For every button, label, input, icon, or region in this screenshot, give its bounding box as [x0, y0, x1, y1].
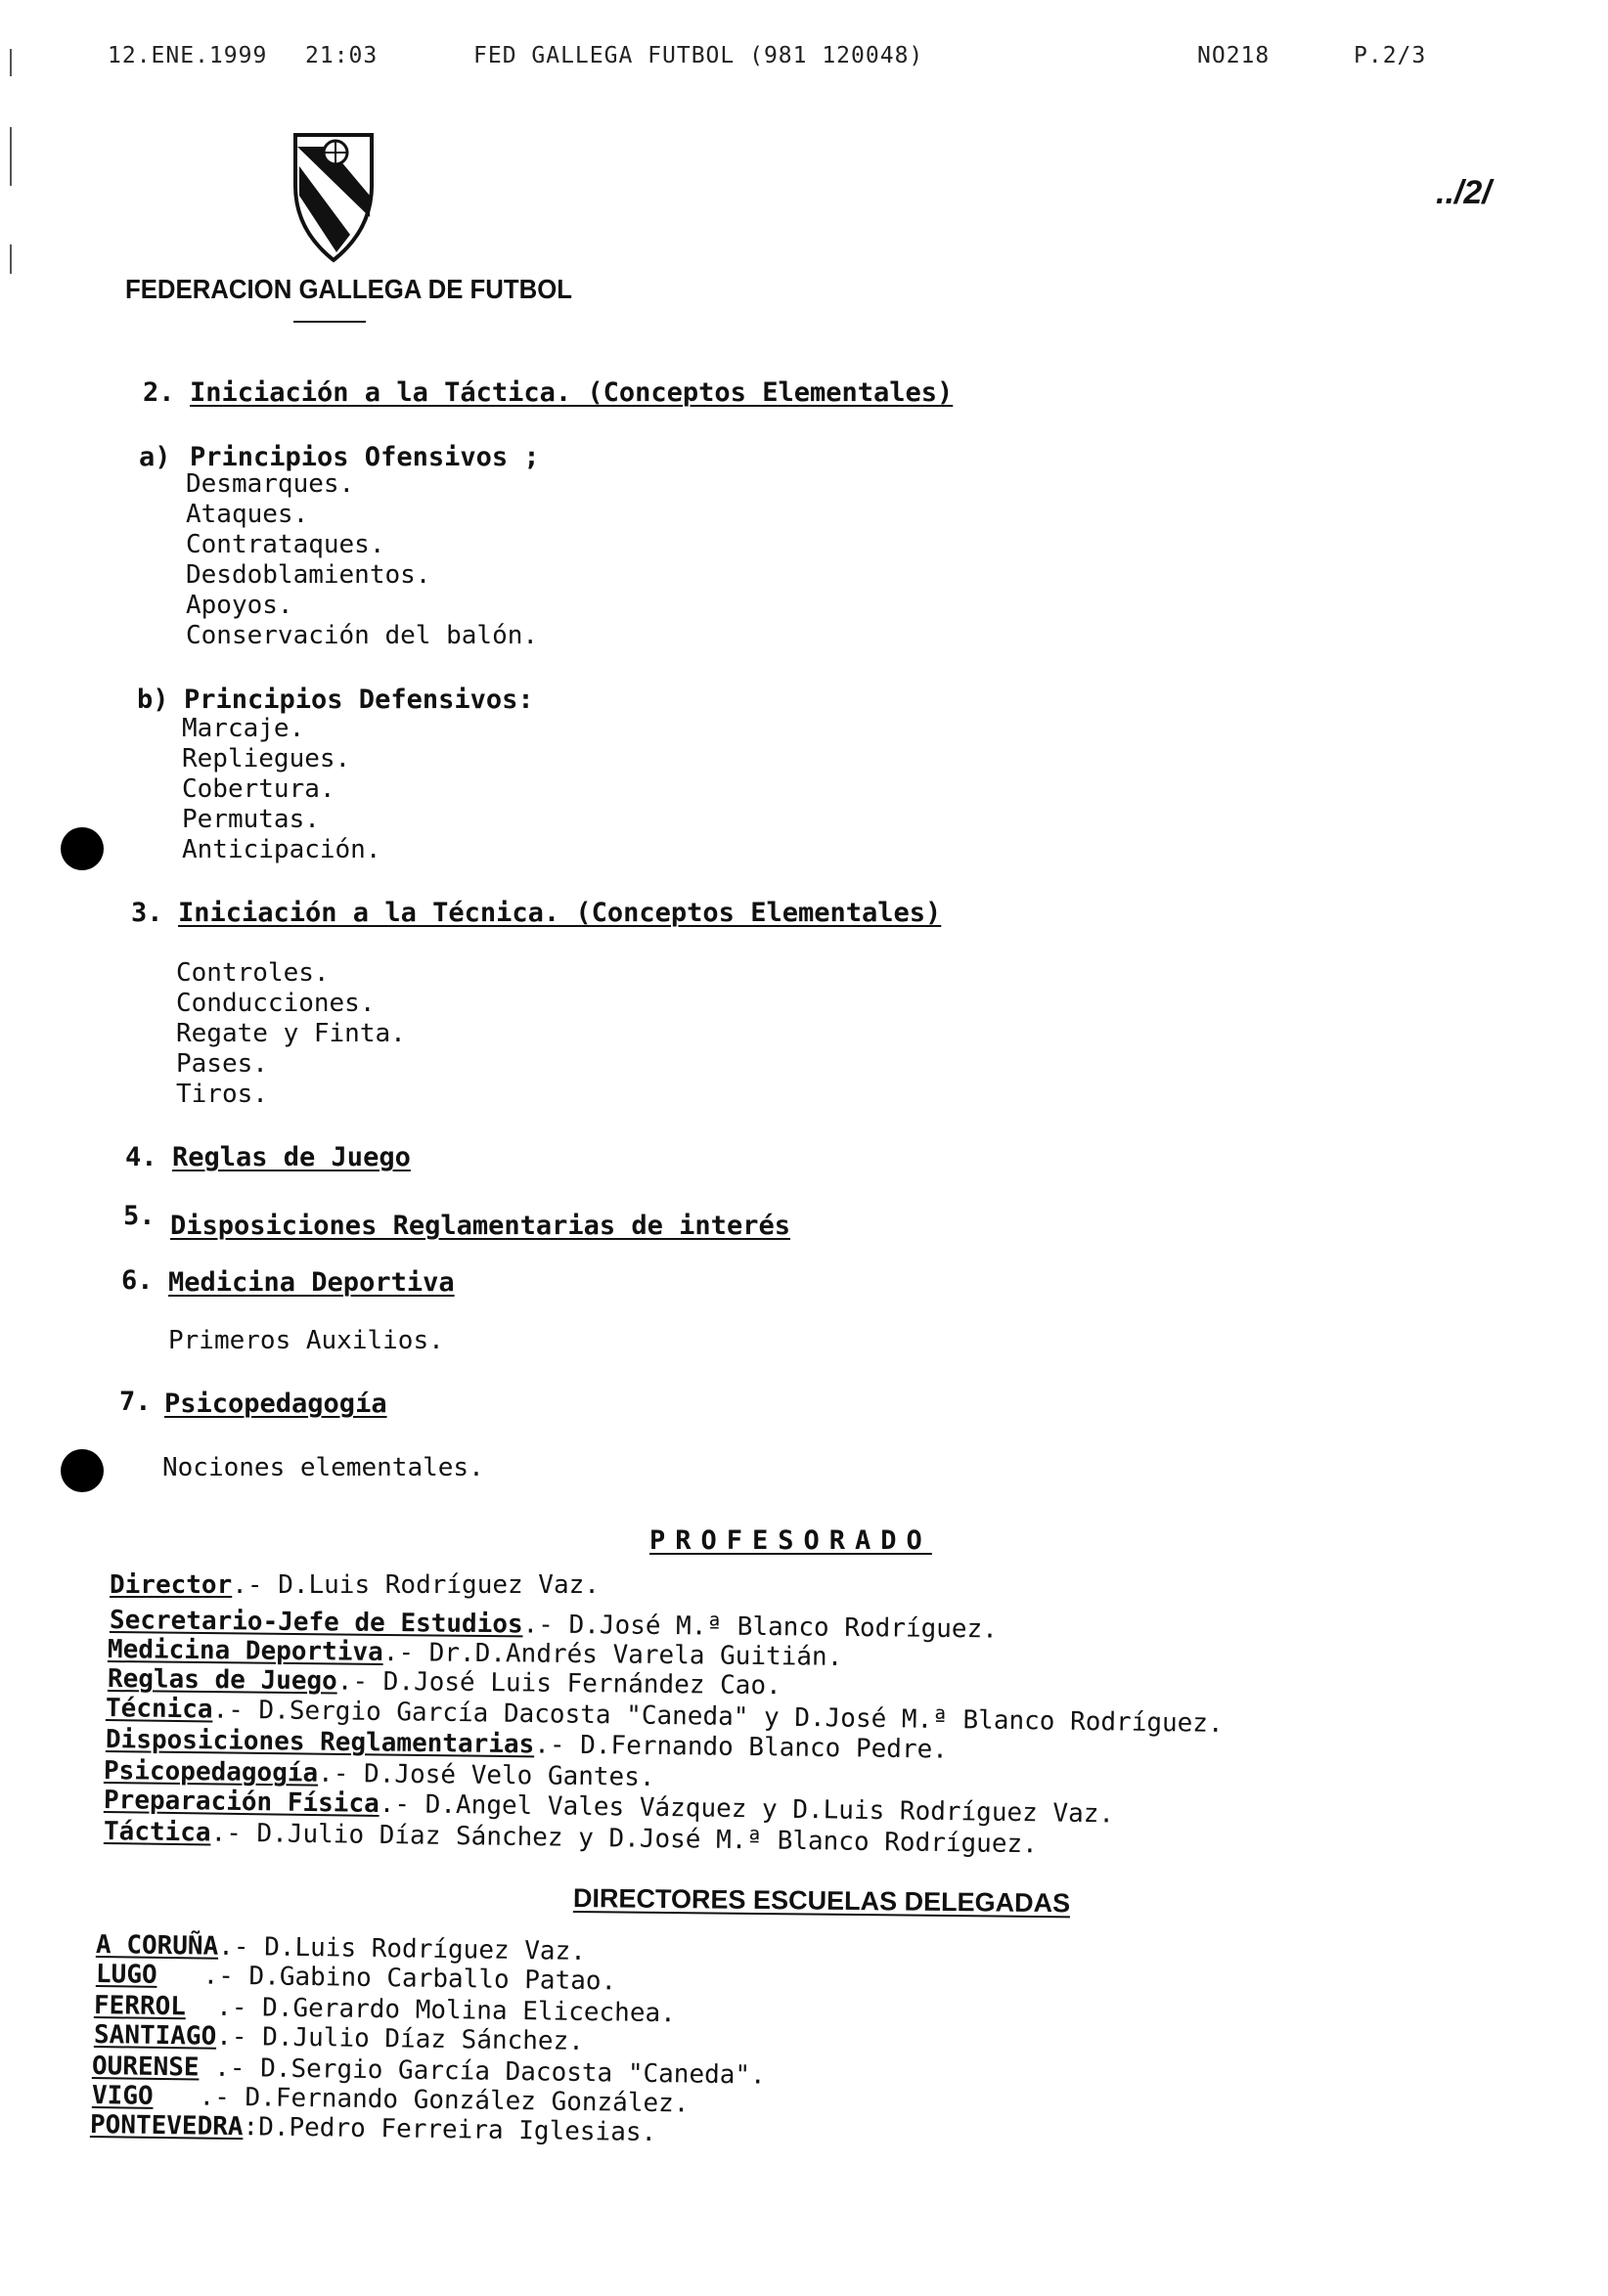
profesorado-person: .- D.Luis Rodríguez Vaz.	[232, 1570, 600, 1600]
list-item: Marcaje.	[182, 714, 305, 743]
directores-person: .- D.Gabino Carballo Patao.	[156, 1960, 617, 1997]
section-4-number: 4.	[125, 1142, 157, 1172]
section-7-title: Psicopedagogía	[164, 1389, 387, 1419]
list-item: Repliegues.	[182, 744, 351, 773]
directores-city: PONTEVEDRA	[89, 2110, 244, 2142]
directores-row	[94, 2020, 584, 2056]
section-7-text: Nociones elementales.	[162, 1453, 484, 1482]
profesorado-person: .- D.José M.ª Blanco Rodríguez.	[522, 1610, 999, 1645]
section-2a-label: a)	[139, 442, 171, 472]
directores-city: SANTIAGO	[93, 2020, 217, 2052]
directores-city: VIGO	[91, 2081, 154, 2111]
section-2-title: Iniciación a la Táctica. (Conceptos Elementales)	[190, 377, 954, 408]
list-item: Ataques.	[186, 500, 309, 529]
directores-person: .- D.Julio Díaz Sánchez.	[216, 2021, 585, 2056]
profesorado-person: .- D.José Velo Gantes.	[317, 1758, 655, 1792]
profesorado-person: .- Dr.D.Andrés Varela Guitián.	[382, 1637, 843, 1672]
section-2-number: 2.	[143, 377, 175, 408]
organization-name: FEDERACION GALLEGA DE FUTBOL	[125, 274, 572, 304]
list-item: Tiros.	[176, 1080, 268, 1109]
list-item: Conservación del balón.	[186, 621, 539, 650]
directores-heading: DIRECTORES ESCUELAS DELEGADAS	[572, 1883, 1071, 1919]
list-item: Regate y Finta.	[176, 1019, 406, 1048]
list-item: Pases.	[176, 1049, 268, 1079]
section-6-number: 6.	[121, 1265, 154, 1296]
directores-city: FERROL	[93, 1991, 187, 2022]
fax-number: NO218	[1197, 43, 1271, 68]
profesorado-role: Técnica	[105, 1694, 213, 1725]
profesorado-role: Reglas de Juego	[107, 1664, 337, 1697]
list-item: Conducciones.	[176, 989, 376, 1018]
fax-date: 12.ENE.1999	[108, 43, 268, 68]
directores-city: LUGO	[95, 1960, 157, 1990]
profesorado-person: .- D.Angel Vales Vázquez y D.Luis Rodríguez Vaz.	[379, 1788, 1115, 1830]
section-2b-list	[182, 714, 381, 865]
list-item: Controles.	[176, 958, 330, 988]
directores-person: .- D.Sergio García Dacosta "Caneda".	[199, 2053, 766, 2091]
punch-hole-mark	[61, 827, 104, 870]
directores-row	[96, 1960, 617, 1996]
profesorado-person: .- D.Julio Díaz Sánchez y D.José M.ª Blanco Rodríguez.	[210, 1818, 1038, 1860]
list-item: Desdoblamientos.	[186, 560, 431, 590]
profesorado-role: Psicopedagogía	[103, 1756, 319, 1788]
profesorado-role: Disposiciones Reglamentarias	[105, 1725, 535, 1760]
profesorado-role: Preparación Física	[103, 1786, 380, 1819]
section-5-title: Disposiciones Reglamentarias de interés	[170, 1211, 790, 1241]
directores-person: .- D.Luis Rodríguez Vaz.	[218, 1931, 587, 1966]
section-2b-label: b)	[137, 684, 169, 715]
punch-hole-mark	[61, 1449, 104, 1492]
page-reference: ../2/	[1436, 174, 1492, 211]
section-6-text: Primeros Auxilios.	[168, 1326, 444, 1355]
directores-city: OURENSE	[91, 2052, 200, 2083]
profesorado-role: Medicina Deportiva	[107, 1635, 383, 1667]
section-4-title: Reglas de Juego	[172, 1142, 411, 1172]
organization-underline	[293, 321, 366, 323]
profesorado-person: .- D.Fernando Blanco Pedre.	[534, 1730, 949, 1765]
section-5-number: 5.	[123, 1201, 156, 1231]
profesorado-person: .- D.Sergio García Dacosta "Caneda" y D.José M.ª Blanco Rodríguez.	[212, 1695, 1224, 1739]
federation-crest-logo	[290, 127, 378, 264]
list-item: Desmarques.	[186, 469, 355, 499]
profesorado-role: Secretario-Jefe de Estudios	[109, 1606, 523, 1640]
profesorado-heading: PROFESORADO	[649, 1525, 932, 1556]
directores-city: A CORUÑA	[95, 1930, 219, 1962]
profesorado-role: Director	[110, 1570, 233, 1600]
profesorado-role: Táctica	[103, 1817, 211, 1848]
section-2a-list	[186, 469, 538, 651]
list-item: Anticipación.	[182, 835, 381, 864]
profesorado-person: .- D.José Luis Fernández Cao.	[336, 1666, 782, 1701]
section-3-title: Iniciación a la Técnica. (Conceptos Elementales)	[178, 898, 942, 928]
list-item: Permutas.	[182, 805, 320, 834]
section-7-number: 7.	[119, 1387, 152, 1417]
directores-person: .- D.Fernando González González.	[153, 2081, 690, 2119]
section-6-title: Medicina Deportiva	[168, 1267, 455, 1298]
scan-edge-mark	[10, 49, 12, 76]
scan-edge-mark	[10, 244, 12, 274]
profesorado-row	[110, 1570, 600, 1600]
list-item: Apoyos.	[186, 591, 293, 620]
section-2a-title: Principios Ofensivos ;	[190, 442, 540, 472]
section-3-list	[176, 958, 406, 1110]
fax-time: 21:03	[305, 43, 379, 68]
fax-sender: FED GALLEGA FUTBOL (981 120048)	[473, 43, 924, 68]
section-2b-title: Principios Defensivos:	[184, 684, 534, 715]
list-item: Cobertura.	[182, 774, 335, 804]
directores-person: .- D.Gerardo Molina Elicechea.	[185, 1992, 676, 2029]
fax-page: P.2/3	[1354, 43, 1427, 68]
scan-edge-mark	[10, 127, 12, 186]
list-item: Contrataques.	[186, 530, 385, 559]
section-3-number: 3.	[131, 898, 163, 928]
directores-person: :D.Pedro Ferreira Iglesias.	[243, 2112, 657, 2148]
